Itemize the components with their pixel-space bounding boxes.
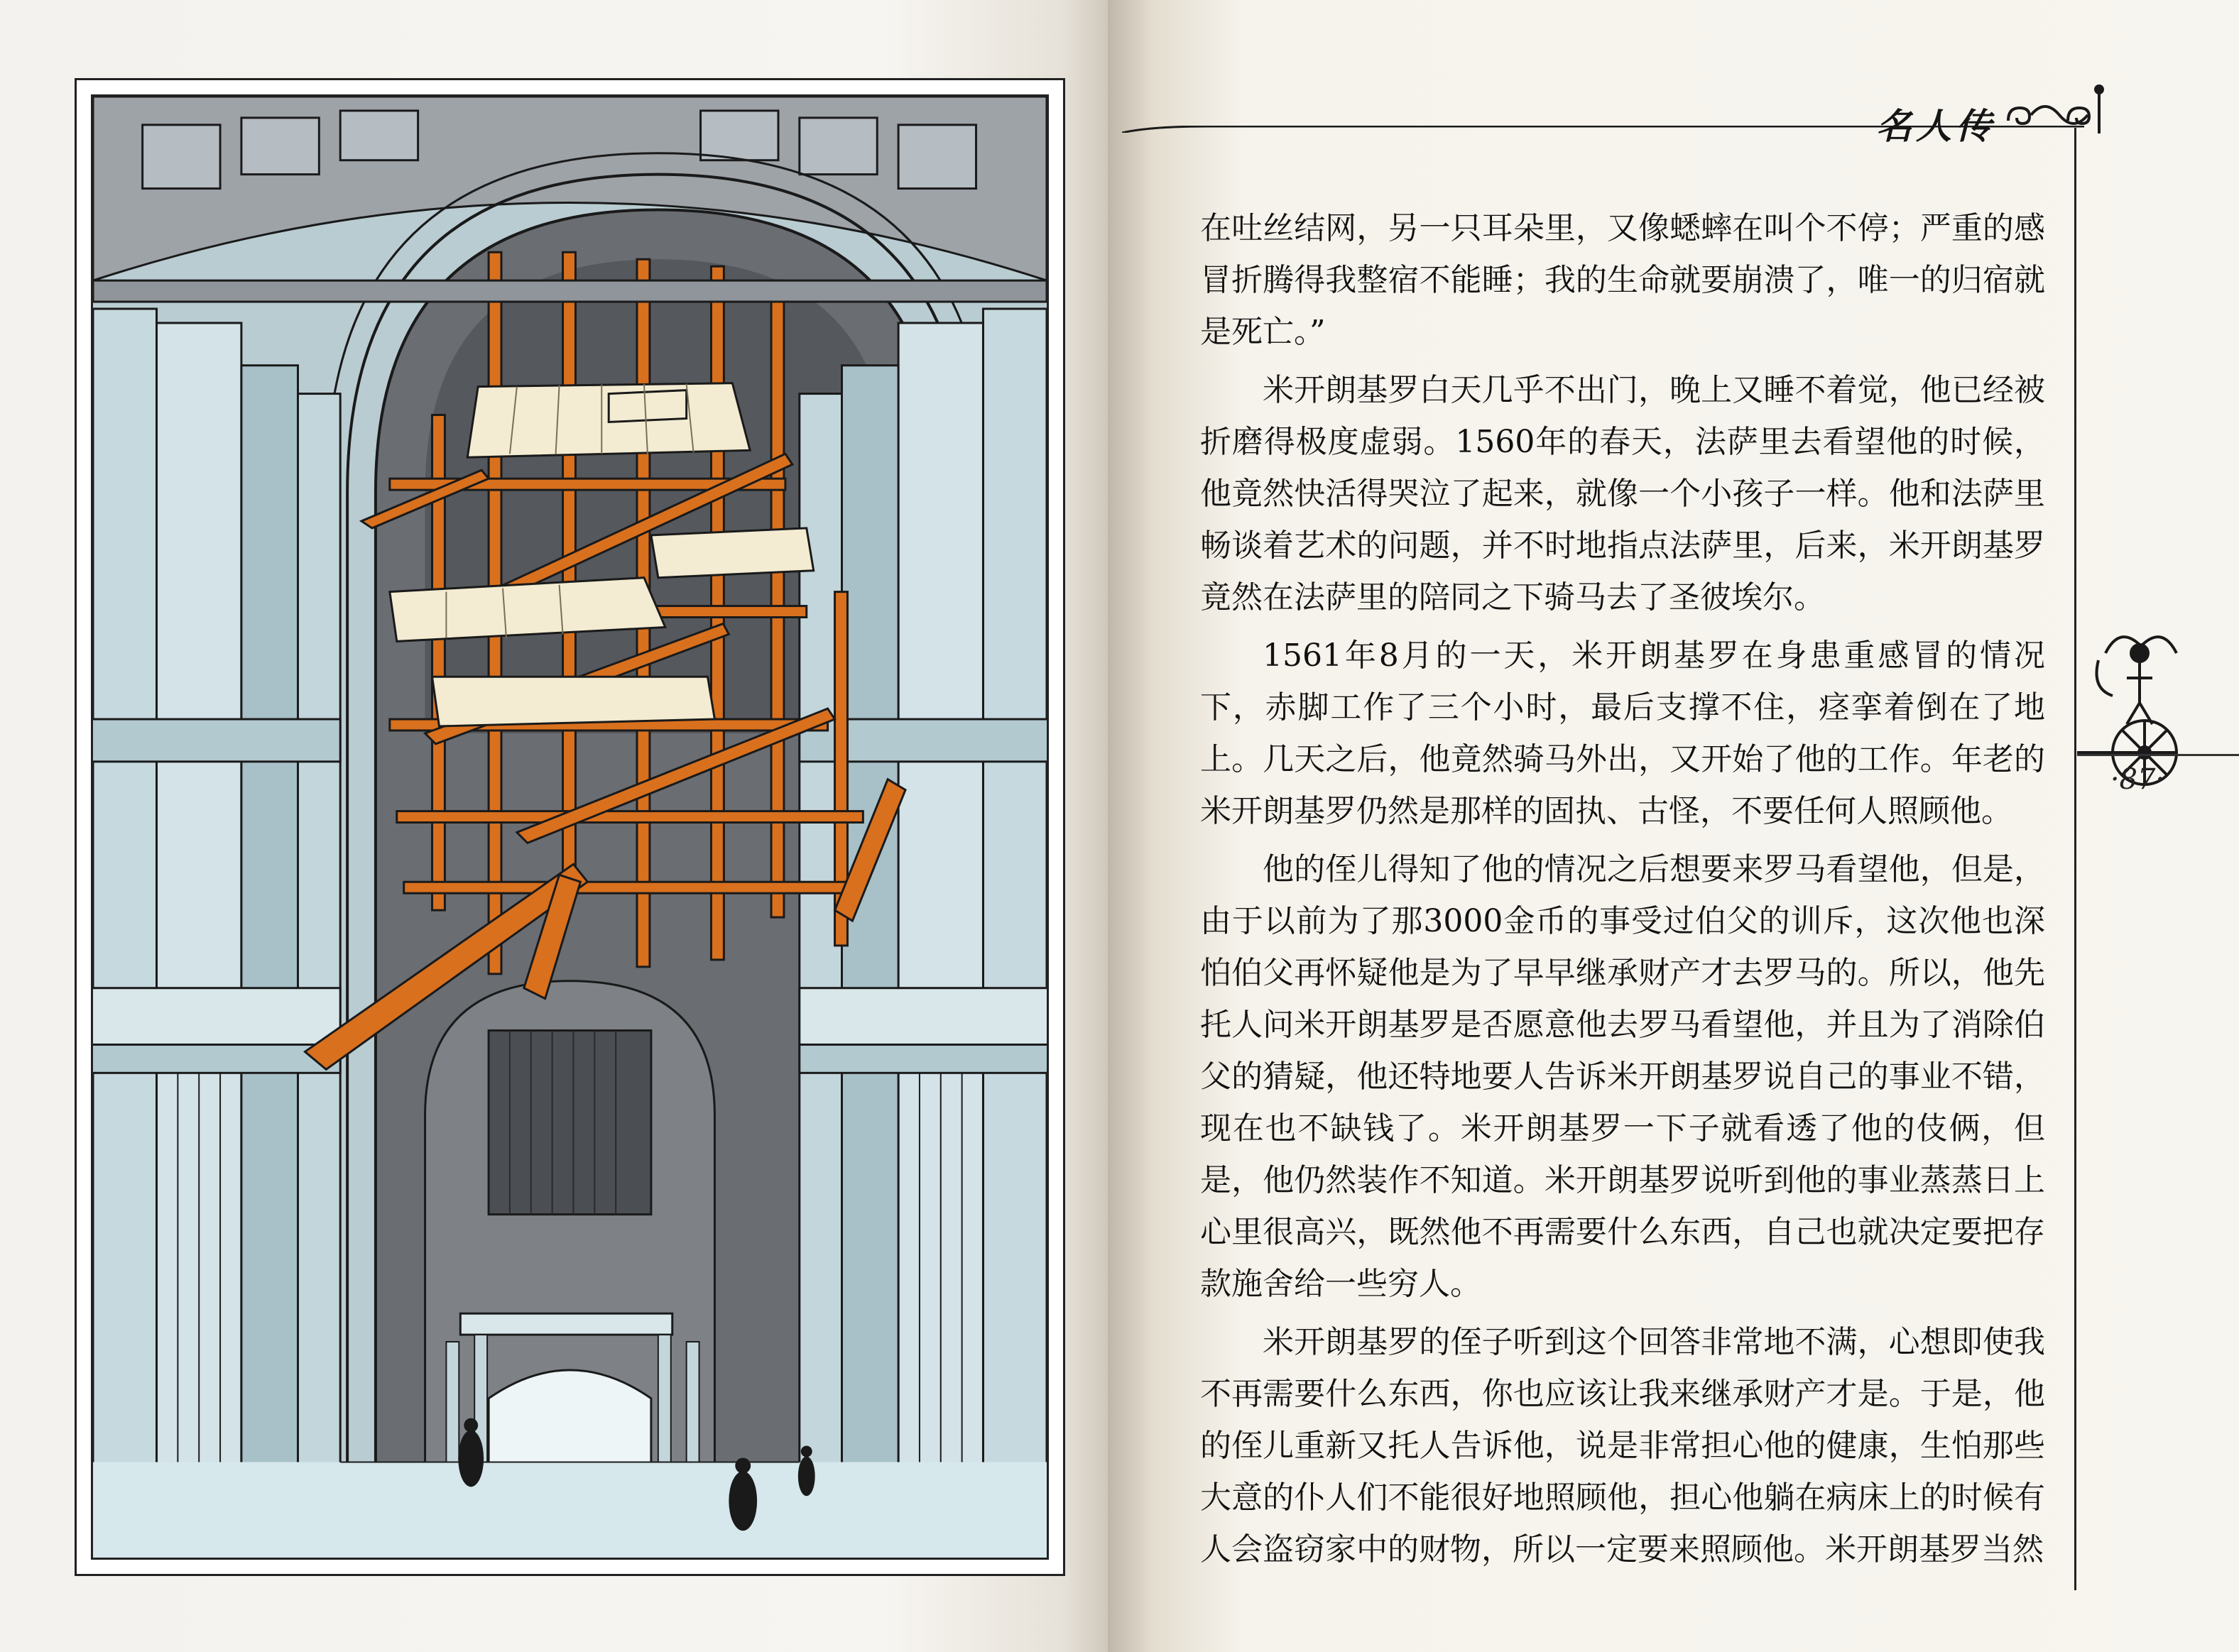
paragraph-4: 他的侄儿得知了他的情况之后想要来罗马看望他，但是，由于以前为了那3000金币的事受过伯父的训斥，这次他也深怕伯父再怀疑他是为了早早继承财产才去罗马的。所以，他先托人问米开朗基罗是否愿意他去罗马看望他，并且为了消除伯父的猜疑，他还特地要人告诉米开朗基罗说自己的事业不错，现在也不缺钱了。米开朗基罗一下子就看透了他的伎俩，但是，他仍然装作不知道。米开朗基罗说听到他的事业蒸蒸日上心里很高兴，既然他不再需要什么东西，自己也就决定要把存款施舍给一些穷人。 [1200, 851, 2045, 1302]
illustration-frame [75, 78, 1065, 1576]
running-title: 名人传 [1876, 105, 1995, 147]
emblem-rule [2077, 754, 2239, 756]
paragraph-2: 米开朗基罗白天几乎不出门，晚上又睡不着觉，他已经被折磨得极度虚弱。1560年的春天，法萨里去看望他的时候，他竟然快活得哭泣了起来，就像一个小孩子一样。他和法萨里畅谈着艺术的问题，并不时地指点法萨里，后来，米开朗基罗竟然在法萨里的陪同之下骑马去了圣彼埃尔。 [1200, 372, 2045, 616]
page-number: ·87· [2110, 763, 2165, 796]
outer-margin-rule [2074, 128, 2076, 1590]
scroll-flourish-icon [2003, 84, 2109, 135]
paragraph-5: 米开朗基罗的侄子听到这个回答非常地不满，心想即使我不再需要什么东西，你也应该让我来继承财产才是。于是，他的侄儿重新又托人告诉他，说是非常担心他的健康，生怕那些大意的仆人们不能很好地照顾他，担心他躺在病床上的时候有人会盗窃家中的财物，所以一定要来照顾他。米开朗基罗当然 [1200, 1324, 2045, 1568]
body-text [1200, 202, 2045, 1575]
basilica-interior-drawing [93, 97, 1047, 1558]
paragraph-1: 在吐丝结网，另一只耳朵里，又像蟋蟀在叫个不停；严重的感冒折腾得我整宿不能睡；我的生命就要崩溃了，唯一的归宿就是死亡。” [1200, 210, 2045, 350]
basilica-scaffold-illustration [91, 94, 1049, 1560]
left-page [0, 0, 1108, 1652]
paragraph-3: 1561年8月的一天，米开朗基罗在身患重感冒的情况下，赤脚工作了三个小时，最后支撑不住，痉挛着倒在了地上。几天之后，他竟然骑马外出，又开始了他的工作。年老的米开朗基罗仍然是那样的固执、古怪，不要任何人照顾他。 [1200, 638, 2045, 829]
